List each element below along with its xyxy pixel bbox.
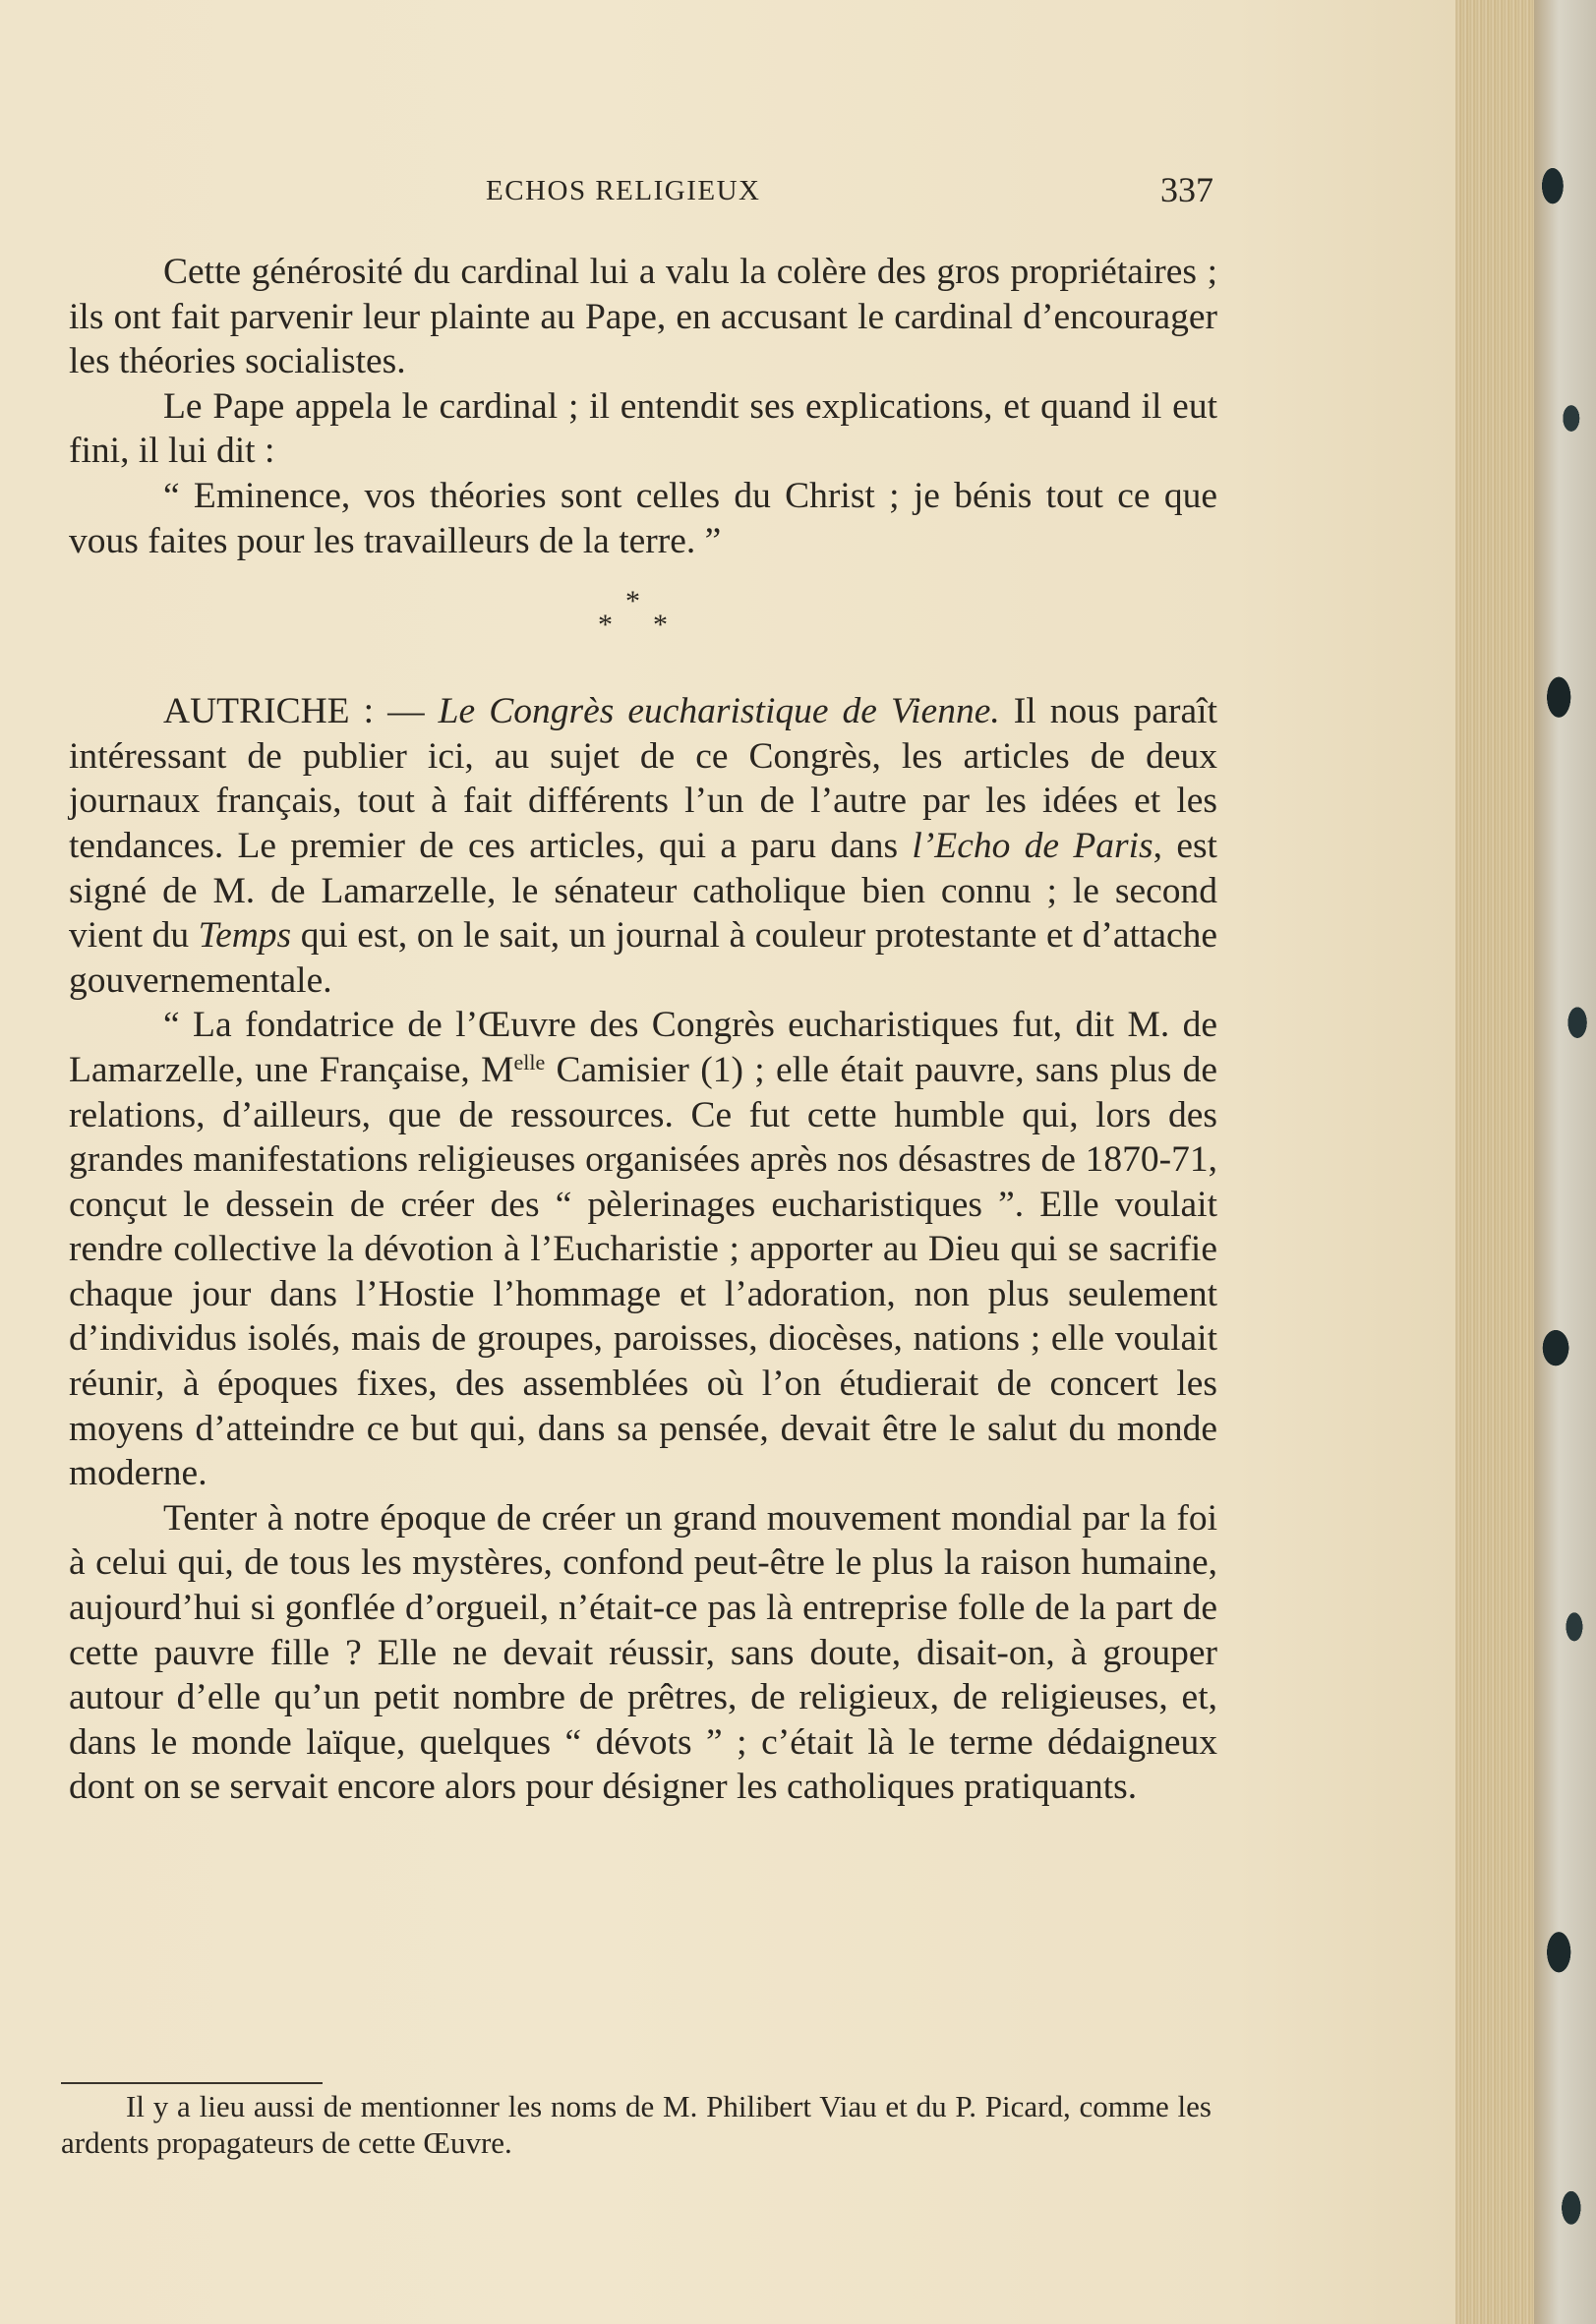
abbreviation-superscript: elle xyxy=(513,1049,546,1075)
journal-echo-de-paris: l’Echo de Paris xyxy=(912,825,1153,866)
paragraph-fondatrice xyxy=(69,1003,1217,1496)
paragraph-fondatrice-a: “ La fondatrice de l’Œuvre des Congrès eucharistiques fut, dit M. de Lamarzelle, une Française, M xyxy=(69,1005,1217,1090)
paragraph-fondatrice-b: Camisier (1) ; elle était pauvre, sans plus de relations, d’ailleurs, que de ressources. Ce fut cette humble qui, lors des grandes manifestations religieuses organisées après nos désastres de 1870-71, conçut le dessein de créer des “ pèlerinages eucharistiques ”. Elle voulait rendre collective la dévotion à l’Eucharistie ; apporter au Dieu qui se sacrifie chaque jour dans l’Hostie l’hommage et l’adoration, non plus seulement d’individus isolés, mais de groupes, paroisses, diocèses, nations ; elle voulait réunir, à époques fixes, des assemblées où l’on étudierait de concert les moyens d’atteindre ce but qui, dans sa pensée, devait être le salut du monde moderne. xyxy=(69,1049,1218,1494)
paragraph-pape: Le Pape appela le cardinal ; il entendit ses explications, et quand il eut fini, il lui dit : xyxy=(69,385,1217,472)
paragraph-eminence: “ Eminence, vos théories sont celles du Christ ; je bénis tout ce que vous faites pour les travailleurs de la terre. ” xyxy=(69,475,1217,561)
paragraph-tenter: Tenter à notre époque de créer un grand mouvement mondial par la foi à celui qui, de tous les mystères, confond peut-être le plus la raison humaine, aujourd’hui si gonflée d’orgueil, n’était-ce pas là entreprise folle de la part de cette pauvre fille ? Elle ne devait réussir, sans doute, disait-on, à grouper autour d’elle qu’un petit nombre de prêtres, de religieux, de religieuses, et, dans le monde laïque, quelques “ dévots ” ; c’était là le terme dédaigneux dont on se servait encore alors pour désigner les catholiques pratiquants. xyxy=(69,1497,1217,1808)
section-heading-autriche xyxy=(69,689,1217,1003)
section-title: Le Congrès eucharistique de Vienne. xyxy=(438,691,1000,732)
separator-star-right: * xyxy=(653,609,668,642)
footnote-rule xyxy=(61,2082,323,2084)
separator-star-top: * xyxy=(625,585,640,618)
paragraph-intro-c: qui est, on le sait, un journal à couleur protestante et d’attache gouvernementale. xyxy=(69,915,1217,1001)
paragraph-intro-b: , est signé de M. de Lamarzelle, le sénateur catholique bien connu ; le second vient du xyxy=(69,825,1217,957)
main-text xyxy=(69,250,1217,1810)
page-number: 337 xyxy=(1160,170,1213,209)
paragraph-generosite: Cette générosité du cardinal lui a valu la colère des gros propriétaires ; ils ont fait parvenir leur plainte au Pape, en accusant le cardinal d’encourager les théories socialistes. xyxy=(69,252,1217,382)
running-head: ECHOS RELIGIEUX xyxy=(486,175,761,206)
paragraph-intro-a: Il nous paraît intéressant de publier ici, au sujet de ce Congrès, les articles de deux journaux français, tout à fait différents l’un de l’autre par les idées et les tendances. Le premier de ces articles, qui a paru dans xyxy=(69,691,1218,866)
footnote: Il y a lieu aussi de mentionner les noms de M. Philibert Viau et du P. Picard, comme les ardents propagateurs de cette Œuvre. xyxy=(61,2089,1212,2160)
journal-temps: Temps xyxy=(198,915,292,957)
separator-star-left: * xyxy=(598,609,613,642)
page-header xyxy=(69,169,1219,212)
section-separator xyxy=(69,563,1217,689)
section-country: AUTRICHE : — xyxy=(163,691,425,732)
book-binding-edge xyxy=(1534,0,1596,2324)
